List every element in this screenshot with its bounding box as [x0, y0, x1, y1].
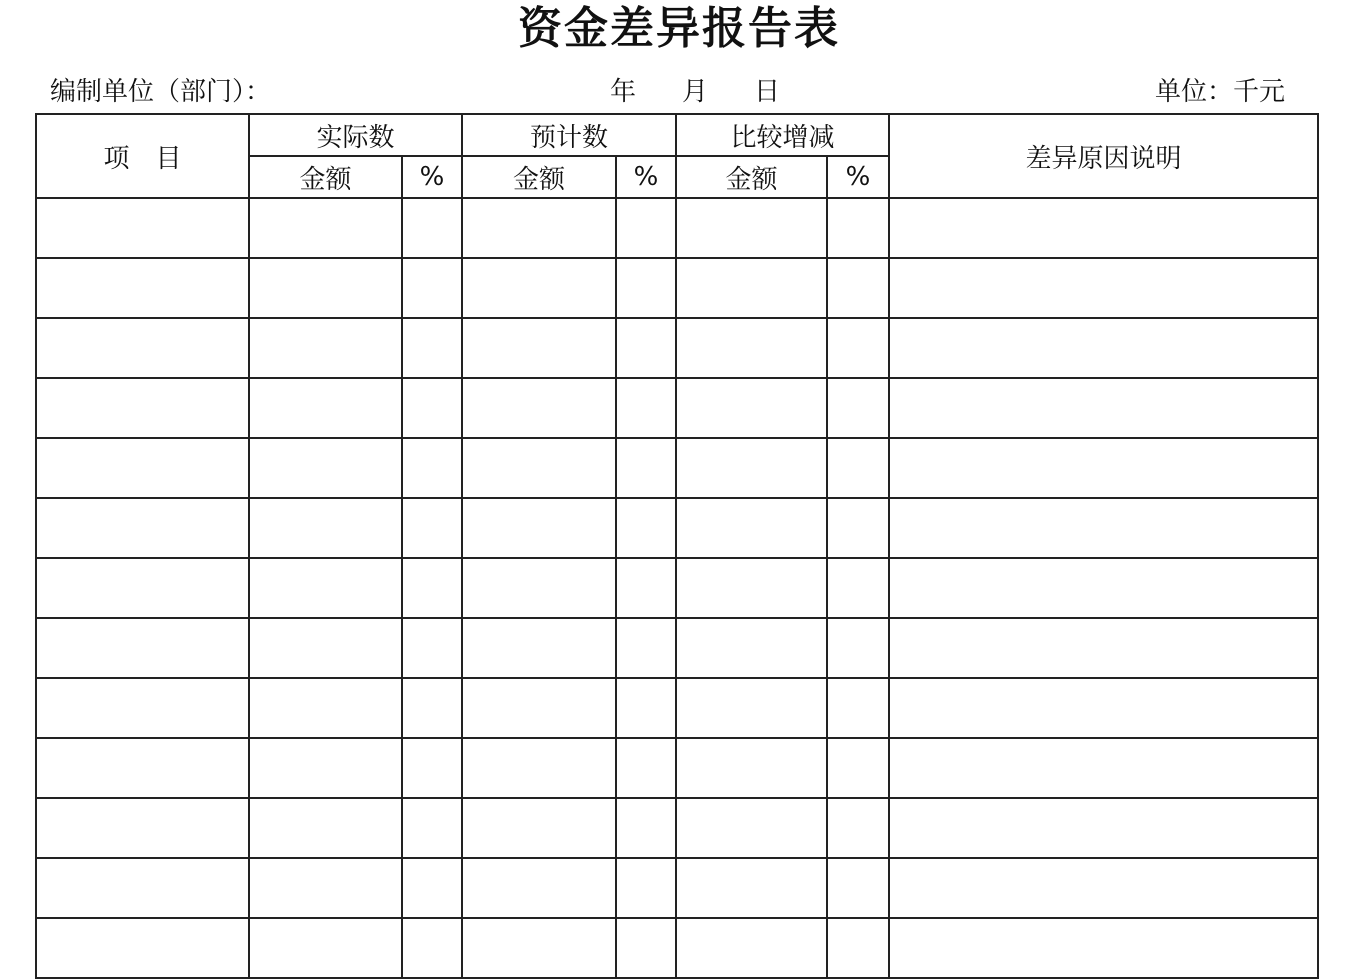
- table-row: [36, 738, 1318, 798]
- cell-actual-percent[interactable]: [402, 798, 462, 858]
- cell-compare-percent[interactable]: [827, 918, 889, 978]
- table-row: [36, 798, 1318, 858]
- cell-actual-amount[interactable]: [249, 318, 402, 378]
- header-actual-percent: %: [402, 156, 462, 198]
- cell-compare-percent[interactable]: [827, 558, 889, 618]
- header-budget-amount: 金额: [462, 156, 616, 198]
- cell-item[interactable]: [36, 378, 249, 438]
- day-label: 日: [754, 77, 781, 107]
- cell-reason[interactable]: [889, 258, 1318, 318]
- cell-budget-percent[interactable]: [616, 318, 676, 378]
- cell-compare-percent[interactable]: [827, 498, 889, 558]
- month-label: 月: [682, 77, 709, 107]
- cell-budget-percent[interactable]: [616, 198, 676, 258]
- header-budget: 预计数: [462, 114, 676, 156]
- cell-compare-amount[interactable]: [676, 378, 827, 438]
- cell-budget-amount[interactable]: [462, 858, 616, 918]
- cell-actual-amount[interactable]: [249, 858, 402, 918]
- cell-compare-percent[interactable]: [827, 618, 889, 678]
- cell-actual-percent[interactable]: [402, 378, 462, 438]
- cell-reason[interactable]: [889, 438, 1318, 498]
- cell-item[interactable]: [36, 258, 249, 318]
- cell-reason[interactable]: [889, 918, 1318, 978]
- cell-actual-amount[interactable]: [249, 378, 402, 438]
- cell-item[interactable]: [36, 798, 249, 858]
- cell-actual-percent[interactable]: [402, 678, 462, 738]
- cell-actual-amount[interactable]: [249, 258, 402, 318]
- date-line: [610, 74, 780, 110]
- cell-compare-amount[interactable]: [676, 498, 827, 558]
- cell-reason[interactable]: [889, 798, 1318, 858]
- cell-budget-percent[interactable]: [616, 378, 676, 438]
- table-row: [36, 558, 1318, 618]
- cell-reason[interactable]: [889, 318, 1318, 378]
- cell-compare-percent[interactable]: [827, 318, 889, 378]
- cell-budget-amount[interactable]: [462, 498, 616, 558]
- cell-reason[interactable]: [889, 378, 1318, 438]
- cell-actual-amount[interactable]: [249, 798, 402, 858]
- cell-compare-amount[interactable]: [676, 738, 827, 798]
- cell-compare-percent[interactable]: [827, 258, 889, 318]
- header-item: 项 目: [36, 114, 249, 198]
- table-row: [36, 678, 1318, 738]
- cell-actual-percent[interactable]: [402, 318, 462, 378]
- cell-compare-percent[interactable]: [827, 798, 889, 858]
- cell-reason[interactable]: [889, 618, 1318, 678]
- cell-budget-amount[interactable]: [462, 678, 616, 738]
- cell-compare-percent[interactable]: [827, 198, 889, 258]
- cell-reason[interactable]: [889, 738, 1318, 798]
- cell-reason[interactable]: [889, 858, 1318, 918]
- cell-budget-amount[interactable]: [462, 558, 616, 618]
- cell-budget-amount[interactable]: [462, 918, 616, 978]
- cell-compare-amount[interactable]: [676, 558, 827, 618]
- cell-budget-amount[interactable]: [462, 198, 616, 258]
- header-actual: 实际数: [249, 114, 462, 156]
- cell-budget-percent[interactable]: [616, 678, 676, 738]
- cell-item[interactable]: [36, 618, 249, 678]
- cell-compare-percent[interactable]: [827, 738, 889, 798]
- cell-compare-percent[interactable]: [827, 858, 889, 918]
- cell-item[interactable]: [36, 558, 249, 618]
- table-row: [36, 378, 1318, 438]
- cell-compare-amount[interactable]: [676, 618, 827, 678]
- variance-report-table: [35, 113, 1319, 979]
- cell-budget-percent[interactable]: [616, 738, 676, 798]
- cell-item[interactable]: [36, 498, 249, 558]
- cell-actual-percent[interactable]: [402, 198, 462, 258]
- table-row: [36, 438, 1318, 498]
- cell-reason[interactable]: [889, 558, 1318, 618]
- cell-compare-percent[interactable]: [827, 378, 889, 438]
- table-row: [36, 318, 1318, 378]
- cell-actual-percent[interactable]: [402, 438, 462, 498]
- cell-budget-percent[interactable]: [616, 498, 676, 558]
- cell-actual-amount[interactable]: [249, 678, 402, 738]
- cell-actual-amount[interactable]: [249, 738, 402, 798]
- cell-actual-amount[interactable]: [249, 918, 402, 978]
- cell-actual-percent[interactable]: [402, 498, 462, 558]
- cell-reason[interactable]: [889, 198, 1318, 258]
- cell-budget-percent[interactable]: [616, 918, 676, 978]
- cell-item[interactable]: [36, 438, 249, 498]
- cell-actual-amount[interactable]: [249, 198, 402, 258]
- cell-item[interactable]: [36, 198, 249, 258]
- cell-compare-amount[interactable]: [676, 438, 827, 498]
- currency-unit-label: 单位：千元: [1155, 77, 1286, 107]
- cell-budget-amount[interactable]: [462, 438, 616, 498]
- cell-actual-percent[interactable]: [402, 918, 462, 978]
- cell-compare-amount[interactable]: [676, 318, 827, 378]
- cell-budget-amount[interactable]: [462, 258, 616, 318]
- table-row: [36, 258, 1318, 318]
- table-row: [36, 498, 1318, 558]
- cell-actual-amount[interactable]: [249, 618, 402, 678]
- cell-compare-percent[interactable]: [827, 438, 889, 498]
- cell-compare-amount[interactable]: [676, 858, 827, 918]
- cell-compare-amount[interactable]: [676, 678, 827, 738]
- header-compare-percent: %: [827, 156, 889, 198]
- cell-budget-percent[interactable]: [616, 438, 676, 498]
- header-reason: 差异原因说明: [889, 114, 1318, 198]
- table-row: [36, 858, 1318, 918]
- cell-compare-amount[interactable]: [676, 798, 827, 858]
- cell-actual-amount[interactable]: [249, 438, 402, 498]
- cell-budget-amount[interactable]: [462, 318, 616, 378]
- table-body: [36, 198, 1318, 978]
- cell-actual-percent[interactable]: [402, 558, 462, 618]
- header-compare-amount: 金额: [676, 156, 827, 198]
- cell-actual-percent[interactable]: [402, 618, 462, 678]
- header-actual-amount: 金额: [249, 156, 402, 198]
- cell-budget-amount[interactable]: [462, 738, 616, 798]
- table-row: [36, 918, 1318, 978]
- cell-compare-percent[interactable]: [827, 678, 889, 738]
- cell-budget-percent[interactable]: [616, 798, 676, 858]
- table-row: [36, 198, 1318, 258]
- cell-item[interactable]: [36, 858, 249, 918]
- cell-actual-amount[interactable]: [249, 558, 402, 618]
- cell-actual-percent[interactable]: [402, 258, 462, 318]
- header-compare: 比较增减: [676, 114, 889, 156]
- cell-compare-amount[interactable]: [676, 918, 827, 978]
- form-title: 资金差异报告表: [518, 3, 840, 54]
- cell-item[interactable]: [36, 738, 249, 798]
- cell-item[interactable]: [36, 918, 249, 978]
- cell-budget-percent[interactable]: [616, 618, 676, 678]
- cell-compare-amount[interactable]: [676, 198, 827, 258]
- cell-budget-percent[interactable]: [616, 258, 676, 318]
- cell-budget-amount[interactable]: [462, 798, 616, 858]
- cell-budget-percent[interactable]: [616, 858, 676, 918]
- cell-budget-amount[interactable]: [462, 378, 616, 438]
- table-row: [36, 618, 1318, 678]
- cell-budget-percent[interactable]: [616, 558, 676, 618]
- header-budget-percent: %: [616, 156, 676, 198]
- year-label: 年: [610, 77, 637, 107]
- cell-actual-percent[interactable]: [402, 858, 462, 918]
- cell-actual-percent[interactable]: [402, 738, 462, 798]
- cell-budget-amount[interactable]: [462, 618, 616, 678]
- cell-item[interactable]: [36, 318, 249, 378]
- cell-reason[interactable]: [889, 498, 1318, 558]
- cell-compare-amount[interactable]: [676, 258, 827, 318]
- cell-actual-amount[interactable]: [249, 498, 402, 558]
- cell-reason[interactable]: [889, 678, 1318, 738]
- cell-item[interactable]: [36, 678, 249, 738]
- department-label: 编制单位（部门）：: [50, 77, 272, 107]
